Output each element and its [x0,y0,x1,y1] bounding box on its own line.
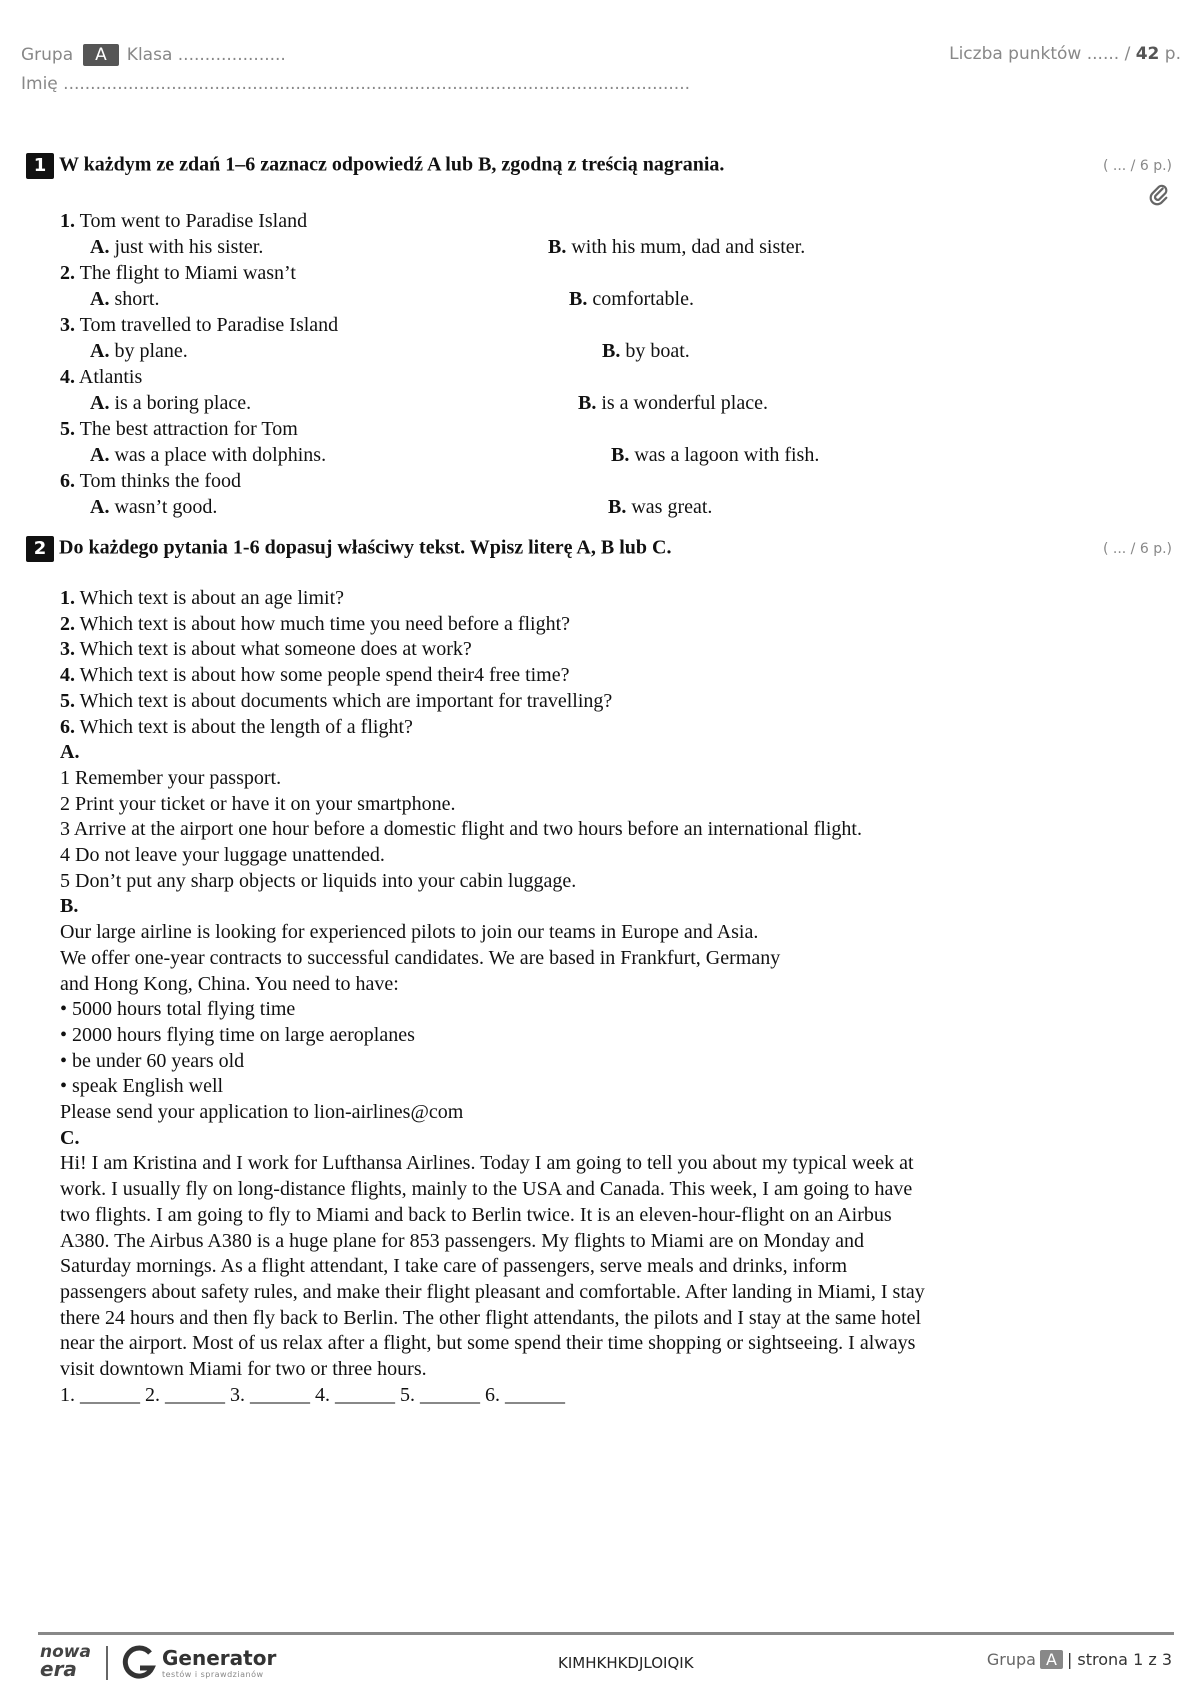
option-b[interactable]: B. comfortable. [569,288,694,310]
text-c-line: A380. The Airbus A380 is a huge plane for 853 passengers. My flights to Miami are on Monday and [60,1229,864,1252]
question-stem: 4. Atlantis [60,366,143,388]
score-unit: p. [1164,44,1181,64]
section2-points: ( ... / 6 p.) [1102,541,1172,557]
question-stem: 2. The flight to Miami wasn’t [60,262,296,284]
text-c-line: near the airport. Most of us relax after a flight, but some spend their time shopping or sightseeing. I always [60,1332,916,1355]
text-c-line: there 24 hours and then fly back to Berlin. The other flight attendants, the pilots and I stay at the same hotel [60,1306,922,1329]
name-label: Imię .................................................................................................................... [21,74,691,94]
question-stem: 6. Tom thinks the food [60,470,242,492]
section2-body [60,586,1100,1409]
text-b-line: Our large airline is looking for experienced pilots to join our teams in Europe and Asia. [60,921,759,944]
option-b[interactable]: B. was a lagoon with fish. [611,444,820,466]
question-options [60,494,713,520]
section2-title-text: Do każdego pytania 1-6 dopasuj właściwy tekst. Wpisz literę A, B lub C. [59,536,672,559]
section2-number-badge: 2 [26,536,54,562]
text-a-label: A. [60,741,80,764]
question-stem: 3. Tom travelled to Paradise Island [60,314,339,336]
text-b-line: • speak English well [60,1075,224,1098]
text-b-label: B. [60,895,79,918]
group-label: Grupa [21,45,74,65]
option-a[interactable]: A. was a place with dolphins. [90,444,327,466]
text-a-line: 2 Print your ticket or have it on your smartphone. [60,792,456,815]
text-c-line: Saturday mornings. As a flight attendant, I take care of passengers, serve meals and drinks, inform [60,1255,848,1278]
question-options [60,442,820,468]
section2-title [26,536,671,562]
generator-logo-subtitle: testów i sprawdzianów [162,1670,264,1679]
section1-number-badge: 1 [26,153,54,179]
footer-group-label: Grupa [986,1650,1036,1669]
question-stem: 1. Tom went to Paradise Island [60,210,308,232]
option-b[interactable]: B. was great. [608,496,713,518]
text-a-line: 1 Remember your passport. [60,766,282,789]
question-line: 5. Which text is about documents which are important for travelling? [60,689,613,712]
nowa-era-logo: nowa era [40,1642,91,1681]
text-b-line: Please send your application to lion-airlines@com [60,1101,464,1124]
section1-question-list [60,208,820,520]
question-line: 6. Which text is about the length of a flight? [60,715,413,738]
paperclip-icon [1148,184,1170,206]
footer-separator [106,1646,108,1680]
text-a-line: 3 Arrive at the airport one hour before a domestic flight and two hours before an international flight. [60,818,862,841]
option-b[interactable]: B. is a wonderful place. [578,392,768,414]
text-c-line: work. I usually fly on long-distance flights, mainly to the USA and Canada. This week, I am going to have [60,1178,913,1201]
section1-points: ( ... / 6 p.) [1102,158,1172,174]
text-b-line: • 2000 hours flying time on large aeroplanes [60,1023,415,1046]
text-c-line: two flights. I am going to fly to Miami and back to Berlin twice. It is an eleven-hour-flight on an Airbus [60,1203,892,1226]
section1-title-text: W każdym ze zdań 1–6 zaznacz odpowiedź A lub B, zgodną z treścią nagrania. [59,153,725,176]
question-line: 3. Which text is about what someone does at work? [60,638,472,661]
question-options [60,286,694,312]
footer-group-badge: A [1040,1650,1063,1669]
option-a[interactable]: A. just with his sister. [90,236,264,258]
text-c-label: C. [60,1126,80,1149]
generator-logo-text: Generator [162,1646,277,1670]
text-a-line: 5 Don’t put any sharp objects or liquids into your cabin luggage. [60,869,577,892]
question-line: 4. Which text is about how some people spend their4 free time? [60,664,570,687]
section1-title [26,153,724,179]
question-stem: 5. The best attraction for Tom [60,418,298,440]
score-box [949,44,1181,64]
generator-logo-icon [120,1644,158,1682]
text-b-line: • 5000 hours total flying time [60,998,296,1021]
option-a[interactable]: A. by plane. [90,340,188,362]
page-info [987,1650,1172,1669]
group-value-badge: A [83,44,119,66]
text-b-line: and Hong Kong, China. You need to have: [60,972,399,995]
option-a[interactable]: A. wasn’t good. [90,496,218,518]
text-b-line: • be under 60 years old [60,1049,245,1072]
class-label: Klasa .................... [126,45,286,65]
text-c-line: Hi! I am Kristina and I work for Lufthansa Airlines. Today I am going to tell you about my typical week at [60,1152,914,1175]
question-options [60,338,690,364]
worksheet-header [21,40,1181,100]
test-code: KIMHKHKDJLOIQIK [558,1654,694,1672]
option-a[interactable]: A. is a boring place. [90,392,252,414]
question-line: 1. Which text is about an age limit? [60,587,345,609]
answer-blanks[interactable]: 1. ______ 2. ______ 3. ______ 4. ______ 5. ______ 6. ______ [60,1383,565,1406]
text-c-line: visit downtown Miami for two or three hours. [60,1358,427,1381]
question-options [60,390,768,416]
text-c-line: passengers about safety rules, and make their flight pleasant and comfortable. After landing in Miami, I stay [60,1280,925,1303]
option-b[interactable]: B. by boat. [602,340,690,362]
name-row [21,74,690,94]
page-footer [38,1632,1174,1692]
text-a-line: 4 Do not leave your luggage unattended. [60,844,385,867]
page-number: | strona 1 z 3 [1066,1650,1172,1669]
question-line: 2. Which text is about how much time you need before a flight? [60,612,571,635]
option-a[interactable]: A. short. [90,288,160,310]
option-b[interactable]: B. with his mum, dad and sister. [548,236,806,258]
footer-rule [38,1632,1174,1635]
score-total: 42 [1135,44,1160,64]
question-options [60,234,806,260]
score-label: Liczba punktów ...... / [949,44,1131,64]
text-b-line: We offer one-year contracts to successful candidates. We are based in Frankfurt, Germany [60,946,781,969]
group-class-row [21,44,286,66]
